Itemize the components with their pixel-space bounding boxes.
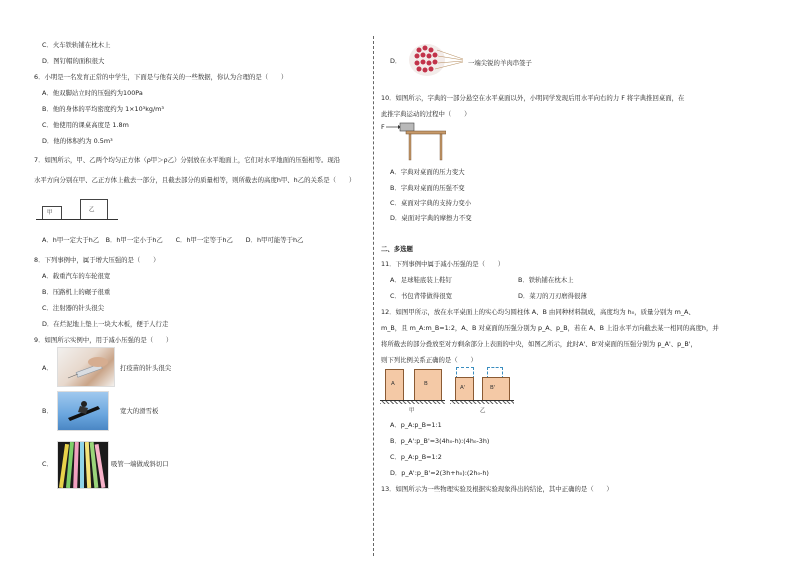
cylinder-b-prime-label: B' [490,385,496,391]
q10-option-a: A．字典对桌面的压力变大 [390,168,465,176]
q9-option-a-text: 打疫苗的针头很尖 [120,364,172,372]
q10-stem-line2: 此推字典运动的过程中（ ） [381,110,471,118]
cylinder-b-label: B [424,381,428,387]
q7-stem-line2: 水平方向分别在甲、乙正方体上截去一部分，且截去部分的质量相等，则所截去的高度h甲、h乙的关系是（ ） [34,176,356,184]
q10-option-d: D．桌面对字典的摩擦力不变 [390,214,472,222]
q8-option-c: C．注射器的针头很尖 [42,304,104,312]
q11-option-d: D．菜刀的刀刃磨得很薄 [518,292,587,300]
q9-option-d-letter: D． [390,57,402,65]
q12-stem-line2: m_B，且 m_A:m_B=1:2，A、B 对桌面的压强分别为 p_A、p_B，若在 A、B 上沿水平方向截去某一相同的高度h，并 [381,324,719,332]
q12-option-b: B．p_A':p_B'=3(4h₀-h):(4h₀-3h) [390,437,490,445]
straws-icon [58,442,108,488]
q10-option-c: C．桌面对字典的支持力变小 [390,199,472,207]
q7-options: A．h甲一定大于h乙 B．h甲一定小于h乙 C．h甲一定等于h乙 D．h甲可能等于h乙 [42,236,304,244]
q11-option-a: A．足球鞋底装上鞋钉 [390,276,452,284]
cylinder-a-label: A [391,381,395,387]
q8-option-b: B．压路机上的碾子很重 [42,288,111,296]
q12-option-a: A．p_A:p_B=1:1 [390,421,442,429]
q11-option-b: B．铁轨铺在枕木上 [518,276,574,284]
q11-option-c: C．书包背带做得很宽 [390,292,452,300]
q6-stem: 6．小明是一名发育正常的中学生，下面是与他有关的一些数据，你认为合理的是（ ） [34,73,288,81]
q5-option-c: C．火车铁轨铺在枕木上 [42,41,111,49]
q12-stem-line4: 则下列比例关系正确的是（ ） [381,356,477,364]
q9-option-c-text: 吸管一端做成斜切口 [111,460,169,468]
cylinder-b [414,369,442,401]
q12-option-d: D．p_A':p_B'=2(3h+h₀):(2h₀-h) [390,469,489,477]
cylinder-b-prime [482,377,510,401]
cube-jia-label: 甲 [47,210,53,216]
kebab-photo [405,38,465,82]
q9-option-c-letter: C． [42,460,53,468]
q6-option-c: C．他使用的课桌高度是 1.8m [42,121,129,129]
table-hatch-jia [380,401,445,404]
q8-stem: 8．下列事例中，属于增大压强的是（ ） [34,256,160,264]
q13-stem: 13．如图所示为一些物理实验及根据实验现象得出的结论，其中正确的是（ ） [381,485,613,493]
q9-option-d-text: 一端尖锐的羊肉串签子 [468,59,532,67]
q12-stem-line1: 12．如图甲所示，放在水平桌面上的实心均匀圆柱体 A、B 由同种材料制成，高度均为 h₀，质量分别为 m_A、 [381,308,695,316]
q9-option-b-letter: B． [42,407,53,415]
straws-photo [57,441,109,489]
ski-photo [57,391,109,431]
q6-option-a: A．他双脚站立时的压强约为100Pa [42,89,143,97]
kebab-icon [405,38,465,82]
q6-option-b: B．他的身体的平均密度约为 1×10³kg/m³ [42,105,164,113]
q9-option-b-text: 宽大的滑雪板 [120,407,159,415]
section-multi-choice-title: 二、多选题 [381,245,413,253]
q10-option-b: B．字典对桌面的压强不变 [390,184,465,192]
syringe-icon [58,348,114,386]
q12-stem-line3: 将所截去的部分叠放至对方剩余部分上表面的中央，如图乙所示，此时A'、B'对桌面的压强分别为 p_A'、p_B'， [381,340,697,348]
q10-stem-line1: 10．如图所示，字典的一部分悬空在水平桌面以外，小明同学发现后用水平向右的力 F 将字典推回桌面，在 [381,94,685,102]
figure-label-jia: 甲 [409,408,415,414]
q9-option-a-letter: A． [42,364,53,372]
cube-yi-label: 乙 [89,207,95,213]
q8-option-d: D．在烂泥地上垫上一块大木板，便于人行走 [42,320,169,328]
q7-stem-line1: 7．如图所示，甲、乙两个均匀正方体（ρ甲＞ρ乙）分别放在水平地面上，它们对水平地面的压强相等。现沿 [34,156,341,164]
ground-line [36,219,118,220]
column-divider [373,36,374,556]
q9-stem: 9．如图所示实例中，用于减小压强的是（ ） [34,336,173,344]
q5-option-d: D．图钉帽的面积很大 [42,57,105,65]
cylinder-a-prime-label: A' [460,385,466,391]
q6-option-d: D．他的体积约为 0.5m³ [42,137,113,145]
table-hatch-yi [450,401,514,404]
force-label: F [381,123,385,131]
q12-option-c: C．p_A:p_B=1:2 [390,453,442,461]
syringe-photo [57,347,115,387]
book-table-diagram [386,122,446,162]
q8-option-a: A．载重汽车的车轮很宽 [42,272,111,280]
q11-stem: 11．下列事例中属于减小压强的是（ ） [381,260,505,268]
skier-icon [58,392,108,430]
figure-label-yi: 乙 [480,408,486,414]
